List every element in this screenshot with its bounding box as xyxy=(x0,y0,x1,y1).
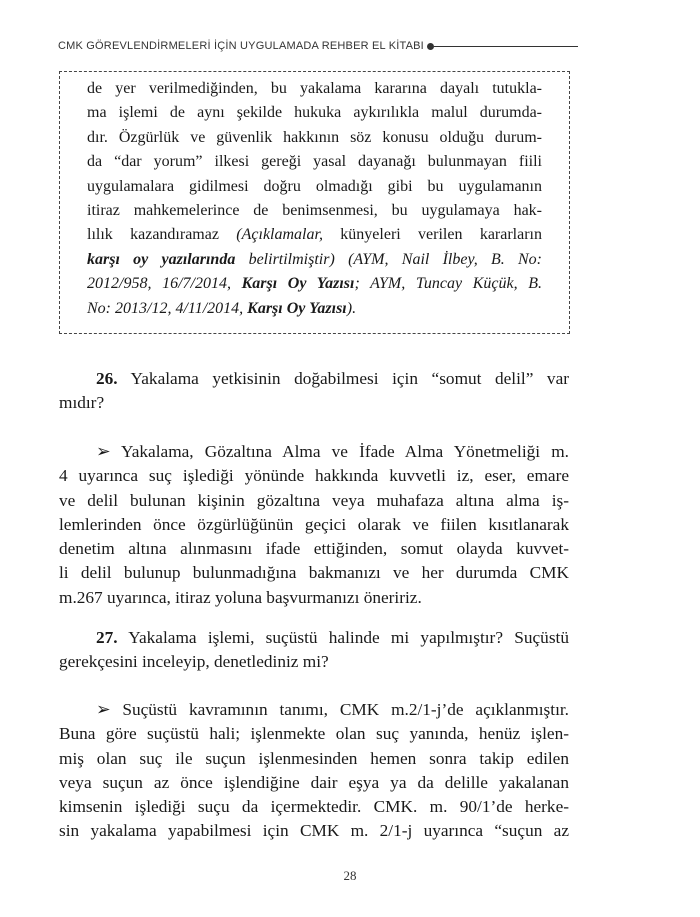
quote-box xyxy=(59,71,570,334)
quote-bold-italic: Karşı Oy Yazısı xyxy=(247,299,347,317)
answer-line: m.267 uyarınca, itiraz yoluna başvurmanızı öneririz. xyxy=(59,587,422,607)
question-text: Yakalama yetkisinin doğabilmesi için “somut delil” var xyxy=(117,369,569,388)
quote-italic: ). xyxy=(346,299,357,317)
question-number: 26. xyxy=(96,369,118,388)
answer-text: Yakalama, Gözaltına Alma ve İfade Alma Yönetmeliği m. xyxy=(110,442,569,461)
arrow-bullet-icon: ➢ xyxy=(96,700,111,719)
quote-line: da “dar yorum” ilkesi gereği yasal dayanağı bulunmayan fiili xyxy=(87,153,542,171)
quote-italic: belirtilmiştir) (AYM, Nail İlbey, B. No: xyxy=(235,250,542,268)
answer-line xyxy=(59,698,569,722)
quote-line: ma işlemi de aynı şekilde hukuka aykırılıkla malul durumda- xyxy=(87,104,542,122)
quote-italic: No: 2013/12, 4/11/2014, xyxy=(87,299,248,317)
quote-bold-italic: karşı oy yazılarında xyxy=(87,250,236,268)
quote-line xyxy=(87,297,542,321)
quote-bold-italic: Karşı Oy Yazısı xyxy=(241,275,355,293)
quote-line xyxy=(87,272,542,296)
question-line: mıdır? xyxy=(59,393,105,413)
answer-line: lemlerinden önce özgürlüğünün geçici olarak ve fiilen kısıtlanarak xyxy=(59,514,569,534)
quote-line xyxy=(87,223,542,247)
header-rule xyxy=(434,46,578,47)
quote-span: künyeleri verilen kararların xyxy=(322,226,542,244)
answer-27 xyxy=(59,698,569,844)
quote-italic: ; AYM, Tuncay Küçük, B. xyxy=(354,275,542,293)
quote-span: lılık kazandıramaz xyxy=(87,226,237,244)
quote-text xyxy=(87,77,542,321)
page-number: 28 xyxy=(343,868,357,883)
answer-line: kimsenin işlediği suçu da içermektedir. CMK. m. 90/1’de herke- xyxy=(59,797,569,817)
question-27 xyxy=(59,626,569,675)
answer-26 xyxy=(59,440,569,610)
answer-line: denetim altına alınmasını ifade ettiğinden, somut olayda kuvvet- xyxy=(59,539,569,559)
question-line xyxy=(59,367,569,391)
question-line xyxy=(59,626,569,650)
answer-line: veya suçun az önce işlendiğine dair eşya ya da delille yakalanan xyxy=(59,772,569,792)
answer-line xyxy=(59,440,569,464)
question-26 xyxy=(59,367,569,416)
quote-line: de yer verilmediğinden, bu yakalama kararına dayalı tutukla- xyxy=(87,80,542,97)
quote-line: itiraz mahkemelerince de benimsenmesi, bu uygulamaya hak- xyxy=(87,202,542,220)
running-header xyxy=(58,36,578,56)
answer-line: li delil bulunup bulunmadığına bakmanızı ve her durumda CMK xyxy=(59,563,569,583)
quote-line xyxy=(87,248,542,272)
quote-line: dır. Özgürlük ve güvenlik hakkının söz konusu olduğu durum- xyxy=(87,128,542,146)
answer-line: Buna göre suçüstü hali; işlenmekte olan suç yanında, henüz işlen- xyxy=(59,724,569,744)
answer-line: miş olan suç ile suçun işlenmesinden hemen sonra takip edilen xyxy=(59,748,569,768)
header-bullet-dot xyxy=(427,43,434,50)
answer-line: sin yakalama yapabilmesi için CMK m. 2/1-j uyarınca “suçun az xyxy=(59,821,569,841)
arrow-bullet-icon: ➢ xyxy=(96,442,111,461)
question-text: Yakalama işlemi, suçüstü halinde mi yapılmıştır? Suçüstü xyxy=(117,628,569,647)
quote-italic: 2012/958, 16/7/2014, xyxy=(87,275,242,293)
answer-line: ve delil bulunan kişinin gözaltına veya muhafaza altına alma iş- xyxy=(59,490,569,510)
quote-italic: (Açıklamalar, xyxy=(236,226,323,244)
answer-line: 4 uyarınca suç işlediği yönünde hakkında kuvvetli iz, eser, emare xyxy=(59,466,569,486)
question-line: gerekçesini inceleyip, denetlediniz mi? xyxy=(59,652,329,672)
quote-line: uygulamalara gidilmesi doğru olmadığı gibi bu uygulamanın xyxy=(87,177,542,195)
header-title: CMK GÖREVLENDİRMELERİ İÇİN UYGULAMADA REHBER EL KİTABI xyxy=(58,40,424,52)
question-number: 27. xyxy=(96,628,118,647)
answer-text: Suçüstü kavramının tanımı, CMK m.2/1-j’de açıklanmıştır. xyxy=(110,700,569,719)
